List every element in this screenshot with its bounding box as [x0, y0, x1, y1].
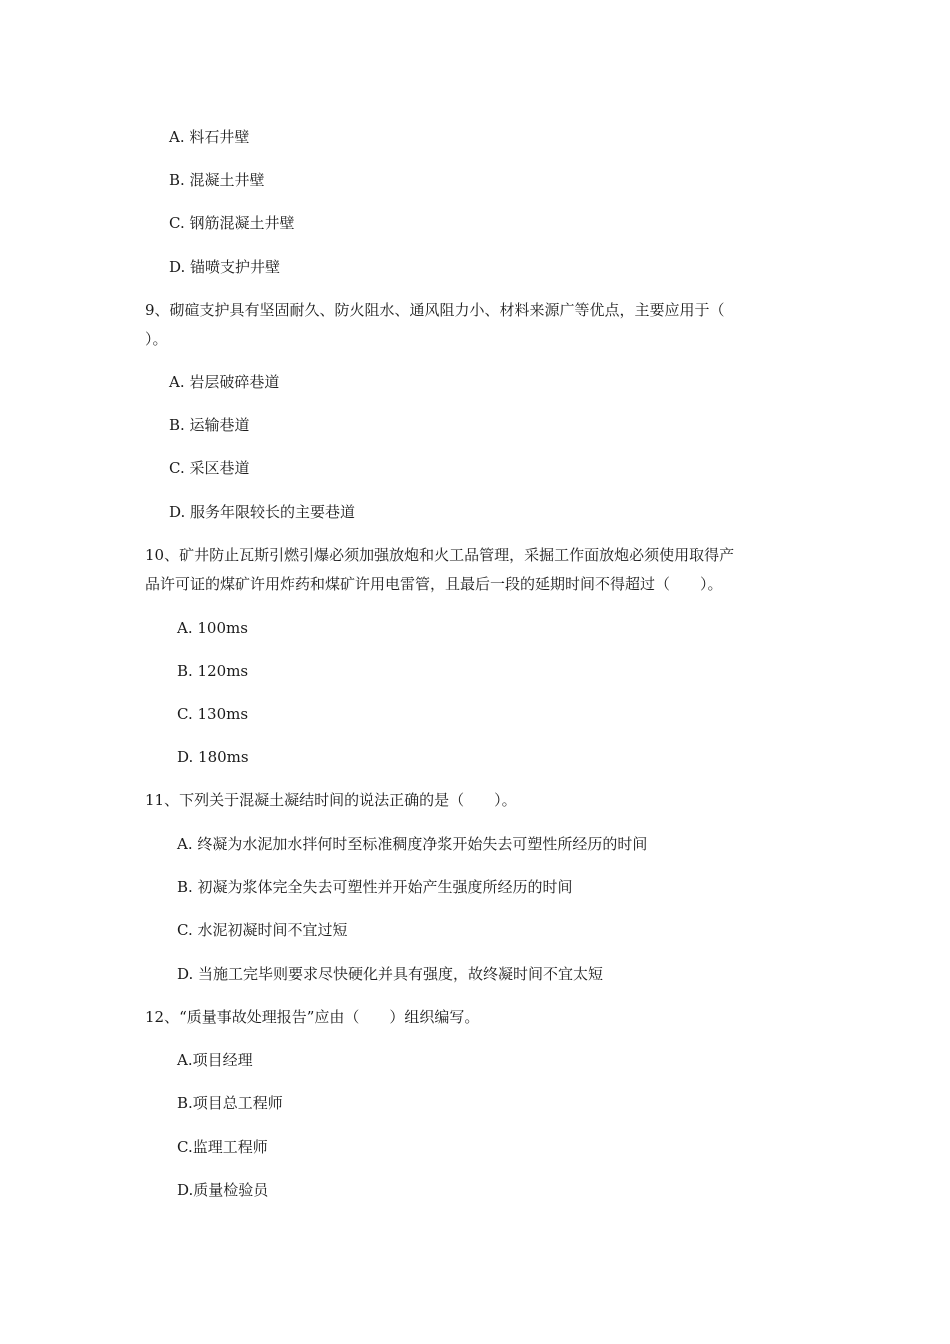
q9-option-a: A. 岩层破碎巷道 [169, 373, 280, 391]
q12-option-a: A.项目经理 [177, 1051, 253, 1069]
q8-option-b: B. 混凝土井壁 [169, 171, 265, 189]
q12-option-d: D.质量检验员 [177, 1181, 269, 1199]
q11-stem: 11、下列关于混凝土凝结时间的说法正确的是（ ）。 [145, 791, 517, 809]
q10-option-b: B. 120ms [177, 662, 249, 680]
q11-option-d: D. 当施工完毕则要求尽快硬化并具有强度，故终凝时间不宜太短 [177, 965, 604, 983]
q10-stem-line2: 品许可证的煤矿许用炸药和煤矿许用电雷管，且最后一段的延期时间不得超过（ ）。 [145, 575, 723, 593]
q9-option-c: C. 采区巷道 [169, 459, 250, 477]
q9-option-d: D. 服务年限较长的主要巷道 [169, 503, 356, 521]
q12-option-b: B.项目总工程师 [177, 1094, 283, 1112]
q12-option-c: C.监理工程师 [177, 1138, 268, 1156]
q9-stem-line2: ）。 [145, 330, 168, 348]
q10-option-d: D. 180ms [177, 748, 249, 766]
q11-option-b: B. 初凝为浆体完全失去可塑性并开始产生强度所经历的时间 [177, 878, 573, 896]
q11-option-a: A. 终凝为水泥加水拌何时至标准稠度净浆开始失去可塑性所经历的时间 [177, 835, 648, 853]
q10-option-c: C. 130ms [177, 705, 249, 723]
q12-stem: 12、“质量事故处理报告”应由（ ）组织编写。 [145, 1008, 480, 1026]
q10-option-a: A. 100ms [177, 619, 248, 637]
q11-option-c: C. 水泥初凝时间不宜过短 [177, 921, 348, 939]
q8-option-d: D. 锚喷支护井壁 [169, 258, 281, 276]
q9-option-b: B. 运输巷道 [169, 416, 250, 434]
q8-option-a: A. 料石井壁 [169, 128, 250, 146]
q9-stem-line1: 9、砌碹支护具有坚固耐久、防火阻水、通风阻力小、材料来源广等优点，主要应用于（ [145, 301, 725, 319]
q10-stem-line1: 10、矿井防止瓦斯引燃引爆必须加强放炮和火工品管理，采掘工作面放炮必须使用取得产 [145, 546, 735, 564]
q8-option-c: C. 钢筋混凝土井壁 [169, 214, 295, 232]
